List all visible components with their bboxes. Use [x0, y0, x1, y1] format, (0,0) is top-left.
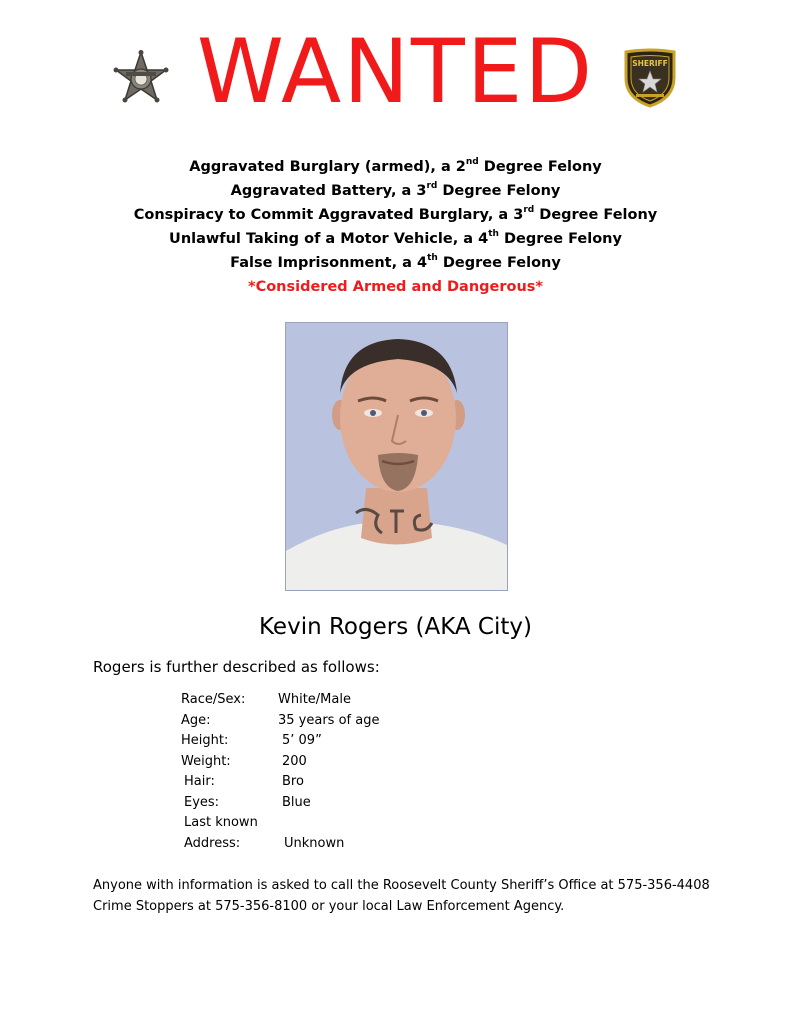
- detail-row: [181, 834, 521, 855]
- detail-label: Height:: [181, 733, 229, 748]
- contact-line: Crime Stoppers at 575-356-8100 or your local Law Enforcement Agency.: [93, 899, 565, 914]
- detail-label: Eyes:: [184, 794, 220, 810]
- description-intro: Rogers is further described as follows:: [93, 658, 380, 676]
- detail-label: Hair:: [184, 774, 215, 789]
- patch-label: SHERIFF: [632, 59, 668, 68]
- contact-info: [93, 875, 753, 917]
- detail-label: Weight:: [181, 753, 231, 769]
- detail-label: Age:: [181, 712, 211, 728]
- suspect-name: Kevin Rogers (AKA City): [259, 614, 532, 640]
- detail-row: [181, 813, 521, 834]
- detail-value: 5’ 09”: [282, 733, 322, 748]
- detail-value: Unknown: [284, 835, 345, 851]
- detail-label: Last known: [184, 815, 258, 830]
- suspect-mugshot-photo: [285, 322, 508, 591]
- detail-value: White/Male: [278, 692, 351, 707]
- detail-row: [181, 690, 521, 711]
- charge-line: Conspiracy to Commit Aggravated Burglary, a 3rd Degree Felony: [133, 205, 658, 223]
- detail-row: [181, 752, 521, 773]
- detail-row: [181, 731, 521, 752]
- charge-line: Aggravated Battery, a 3rd Degree Felony: [230, 181, 561, 199]
- contact-line: Anyone with information is asked to call the Roosevelt County Sheriff’s Office at 575-356-4408: [93, 878, 710, 893]
- detail-label: Address:: [184, 835, 241, 851]
- detail-value: 35 years of age: [278, 712, 380, 728]
- detail-value: Bro: [282, 774, 304, 789]
- suspect-details: [181, 690, 521, 854]
- charge-line: False Imprisonment, a 4th Degree Felony: [230, 253, 561, 271]
- charge-line: Unlawful Taking of a Motor Vehicle, a 4th Degree Felony: [169, 229, 622, 247]
- detail-label: Race/Sex:: [181, 692, 246, 707]
- detail-row: [181, 711, 521, 732]
- detail-value: Blue: [282, 794, 311, 810]
- sheriff-shield-patch-icon: [622, 48, 678, 108]
- charge-line: Aggravated Burglary (armed), a 2nd Degree Felony: [189, 157, 602, 175]
- detail-row: [181, 772, 521, 793]
- detail-row: [181, 793, 521, 814]
- detail-value: 200: [282, 753, 307, 769]
- armed-dangerous-warning: *Considered Armed and Dangerous*: [247, 279, 544, 295]
- wanted-title: WANTED: [196, 20, 595, 123]
- charges-list: [0, 155, 791, 299]
